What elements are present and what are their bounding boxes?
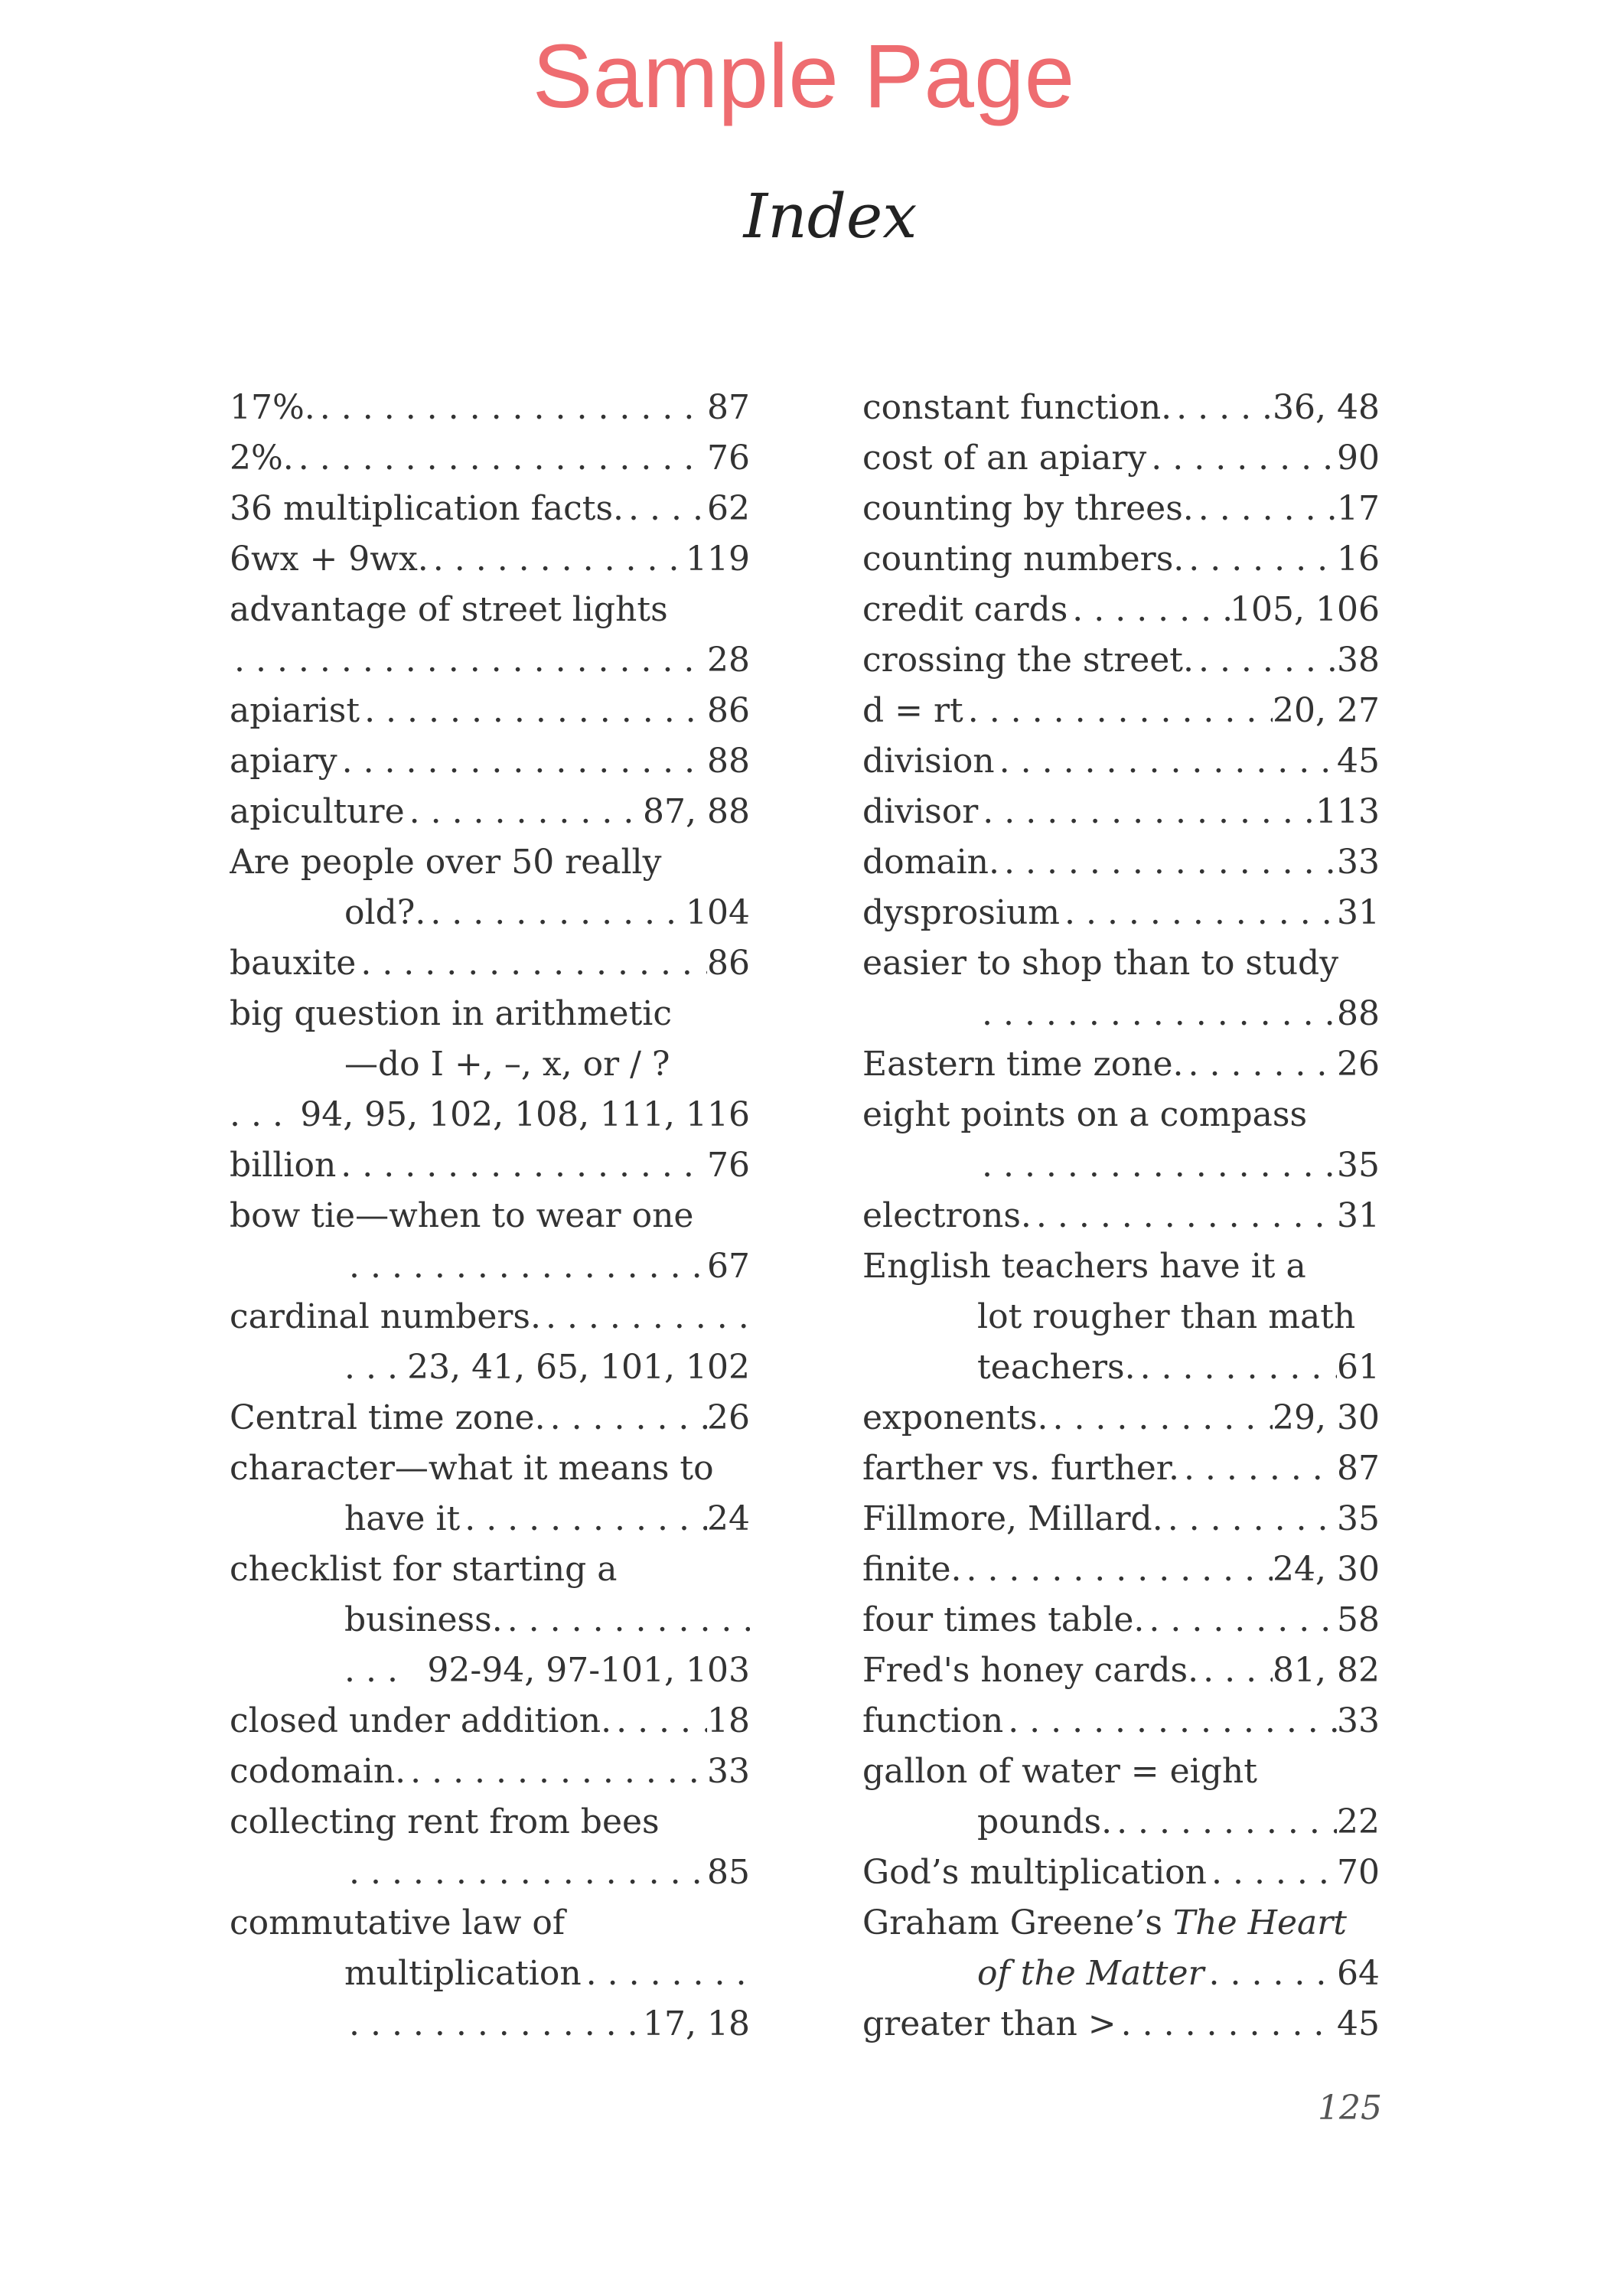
index-entry-pages: 33 — [707, 1752, 750, 1791]
index-entry-pages: 104 — [686, 893, 750, 932]
dot-leader — [503, 1595, 750, 1645]
index-entry-line — [862, 1090, 1380, 1140]
index-entry — [230, 1696, 750, 1746]
index-entry — [230, 686, 750, 736]
index-entry-text: old?. — [344, 893, 426, 932]
index-entry-line — [862, 1494, 1380, 1544]
index-entry-text: bauxite — [230, 944, 357, 983]
index-entry-text: advantage of street lights — [230, 590, 668, 629]
index-entry-line — [862, 787, 1380, 837]
index-entry — [230, 989, 750, 1140]
index-entry-text: God’s multiplication — [862, 1853, 1208, 1892]
index-entry-text: business. — [344, 1600, 503, 1639]
dot-leader — [1112, 1797, 1337, 1848]
index-entry-text: . . . — [344, 1348, 398, 1387]
index-entry — [862, 1039, 1380, 1090]
index-entry-line — [862, 484, 1380, 534]
dot-leader — [405, 787, 643, 837]
index-entry-text: apiculture — [230, 792, 405, 831]
index-entry-text: Graham Greene’s The Heart — [862, 1903, 1347, 1942]
index-entry-line — [230, 1393, 750, 1443]
index-entry-text: multiplication — [344, 1954, 582, 1993]
dot-leader — [978, 787, 1315, 837]
index-entry — [230, 1746, 750, 1797]
index-entry-pages: 76 — [707, 1146, 750, 1185]
dot-leader — [582, 1949, 750, 1999]
dot-leader — [1163, 1494, 1337, 1544]
index-entry-pages: 86 — [707, 691, 750, 730]
index-entry — [862, 1241, 1380, 1393]
index-entry — [862, 484, 1380, 534]
dot-leader — [1146, 433, 1337, 484]
index-entry-line — [862, 989, 1380, 1039]
dot-leader — [406, 1746, 707, 1797]
index-entry-text: division — [862, 742, 995, 781]
index-entry-pages: 76 — [707, 439, 750, 478]
dot-leader — [999, 837, 1337, 888]
index-entry-line — [230, 585, 750, 635]
index-entry-text: Central time zone. — [230, 1398, 546, 1437]
index-entry — [862, 1645, 1380, 1696]
dot-leader — [1048, 1393, 1273, 1443]
index-entry-text: 6wx + 9wx. — [230, 540, 429, 579]
index-entry-text: Fred's honey cards. — [862, 1651, 1199, 1690]
index-entry-text: gallon of water = eight — [862, 1752, 1257, 1791]
index-entry-text: cost of an apiary — [862, 439, 1147, 478]
index-entry — [862, 1696, 1380, 1746]
index-entry — [230, 1191, 750, 1292]
index-entry-line — [230, 787, 750, 837]
index-entry-line — [230, 1797, 750, 1848]
index-entry-line — [230, 1696, 750, 1746]
index-entry-text: counting numbers. — [862, 540, 1185, 579]
index-entry-pages: 86 — [707, 944, 750, 983]
index-entry-line — [230, 1140, 750, 1191]
dot-leader — [977, 989, 1337, 1039]
index-entry-line — [862, 585, 1380, 635]
dot-leader — [356, 938, 707, 989]
index-entry-pages: 29, 30 — [1273, 1398, 1380, 1437]
index-entry-text: Fillmore, Millard. — [862, 1499, 1163, 1538]
index-entry-pages: 58 — [1337, 1600, 1380, 1639]
page-number: 125 — [1318, 2089, 1382, 2128]
index-entry-line — [230, 1746, 750, 1797]
index-entry-text: farther vs. further. — [862, 1449, 1179, 1488]
dot-leader — [1032, 1191, 1337, 1241]
index-entry — [862, 1898, 1380, 1999]
index-entry-pages: 33 — [1337, 1701, 1380, 1740]
index-entry-pages: 38 — [1337, 641, 1380, 680]
index-entry — [230, 534, 750, 585]
index-entry-pages: 119 — [686, 540, 750, 579]
index-entry-text: apiary — [230, 742, 337, 781]
index-entry-text: easier to shop than to study — [862, 944, 1339, 983]
index-entry-line — [862, 1999, 1380, 2050]
dot-leader — [1184, 1039, 1337, 1090]
index-entry — [862, 787, 1380, 837]
index-entry-text: big question in arithmetic — [230, 994, 672, 1033]
index-entry-line — [230, 534, 750, 585]
index-entry-text: function — [862, 1701, 1004, 1740]
index-entry-line — [862, 888, 1380, 938]
index-entry-line — [230, 837, 750, 888]
index-entry — [862, 383, 1380, 433]
index-entry-line — [862, 534, 1380, 585]
index-entry-pages: 87 — [1337, 1449, 1380, 1488]
index-entry — [230, 787, 750, 837]
index-entry — [862, 1090, 1380, 1191]
dot-leader — [460, 1494, 707, 1544]
index-entry-line — [230, 1848, 750, 1898]
index-entry-text: divisor — [862, 792, 979, 831]
index-entry-line — [862, 1191, 1380, 1241]
index-entry-text: —do I +, –, x, or / ? — [344, 1045, 670, 1084]
dot-leader — [1194, 635, 1337, 686]
index-entry-text: closed under addition. — [230, 1701, 612, 1740]
dot-leader — [1144, 1595, 1337, 1645]
index-entry-pages: 45 — [1337, 2004, 1380, 2043]
index-entry-text: four times table. — [862, 1600, 1145, 1639]
index-entry-pages: 70 — [1337, 1853, 1380, 1892]
index-entry-text: finite. — [862, 1550, 962, 1589]
index-entry-pages: 23, 41, 65, 101, 102 — [407, 1348, 750, 1387]
dot-leader — [360, 686, 707, 736]
index-column-right — [862, 383, 1380, 2050]
index-entry — [862, 1848, 1380, 1898]
index-entry-line — [230, 1595, 750, 1645]
index-entry-text: Are people over 50 really — [230, 843, 662, 882]
index-entry-pages: 62 — [707, 489, 750, 528]
index-entry-line — [230, 1443, 750, 1494]
index-entry — [230, 1140, 750, 1191]
index-entry-text: exponents. — [862, 1398, 1048, 1437]
dot-leader — [541, 1292, 750, 1342]
dot-leader — [1184, 534, 1337, 585]
dot-leader — [1198, 1645, 1273, 1696]
index-entry-line — [862, 1949, 1380, 1999]
dot-leader — [1068, 585, 1230, 635]
dot-leader — [336, 1140, 707, 1191]
index-entry — [862, 736, 1380, 787]
index-entry-line — [862, 1595, 1380, 1645]
index-entry-line — [862, 1039, 1380, 1090]
dot-leader — [294, 433, 707, 484]
index-entry-text: dysprosium — [862, 893, 1061, 932]
dot-leader — [315, 383, 707, 433]
index-entry — [862, 1191, 1380, 1241]
index-entry-text: billion — [230, 1146, 337, 1185]
index-entry-line — [230, 1191, 750, 1241]
index-entry-line — [230, 1090, 750, 1140]
index-entry-text: counting by threes. — [862, 489, 1194, 528]
index-entry-text: 36 multiplication facts. — [230, 489, 624, 528]
index-entry-text: crossing the street. — [862, 641, 1194, 680]
index-entry-pages: 85 — [707, 1853, 750, 1892]
index-entry-line — [862, 938, 1380, 989]
index-entry-line — [230, 1544, 750, 1595]
index-entry-line — [230, 635, 750, 686]
index-entry-pages: 113 — [1315, 792, 1380, 831]
index-entry-line — [230, 1898, 750, 1949]
index-entry — [862, 433, 1380, 484]
index-entry-pages: 31 — [1337, 1196, 1380, 1235]
index-entry — [862, 1595, 1380, 1645]
index-entry-line — [230, 1241, 750, 1292]
index-entry-line — [230, 686, 750, 736]
index-entry-text: . . . — [344, 1651, 398, 1690]
index-entry-line — [862, 686, 1380, 736]
index-entry-pages: 22 — [1337, 1802, 1380, 1841]
index-entry-line — [230, 1645, 750, 1696]
index-entry-line — [230, 484, 750, 534]
index-entry — [862, 837, 1380, 888]
index-entry-line — [230, 989, 750, 1039]
dot-leader — [1179, 1443, 1337, 1494]
index-entry-pages: 18 — [707, 1701, 750, 1740]
dot-leader — [1172, 383, 1273, 433]
index-entry — [862, 888, 1380, 938]
index-entry-pages: 17, 18 — [643, 2004, 750, 2043]
index-entry-line — [230, 1292, 750, 1342]
index-entry — [230, 585, 750, 686]
index-entry-text: teachers. — [977, 1348, 1136, 1387]
dot-leader — [1204, 1949, 1337, 1999]
index-entry-line — [230, 1342, 750, 1393]
index-entry-line — [862, 383, 1380, 433]
index-entry-pages: 87 — [707, 388, 750, 427]
index-entry-pages: 90 — [1337, 439, 1380, 478]
index-entry-text: greater than > — [862, 2004, 1116, 2043]
dot-leader — [1003, 1696, 1337, 1746]
index-title: Index — [743, 181, 918, 252]
index-entry — [230, 1797, 750, 1898]
index-entry-text: character—what it means to — [230, 1449, 714, 1488]
index-entry-line — [862, 1696, 1380, 1746]
index-entry-pages: 26 — [707, 1398, 750, 1437]
index-entry-pages: 31 — [1337, 893, 1380, 932]
index-entry-pages: 92-94, 97-101, 103 — [427, 1651, 750, 1690]
index-entry-line — [862, 1443, 1380, 1494]
index-entry-text: have it — [344, 1499, 461, 1538]
index-entry — [230, 383, 750, 433]
index-entry — [230, 1393, 750, 1443]
index-entry-pages: 33 — [1337, 843, 1380, 882]
index-column-left — [230, 383, 750, 2050]
index-entry-text: English teachers have it a — [862, 1247, 1306, 1286]
index-entry-text: commutative law of — [230, 1903, 566, 1942]
index-entry — [862, 1999, 1380, 2050]
index-entry — [862, 686, 1380, 736]
index-entry-line — [862, 433, 1380, 484]
index-entry-text: . . . — [230, 1095, 283, 1134]
index-entry-text: lot rougher than math — [977, 1297, 1356, 1336]
index-entry-line — [230, 736, 750, 787]
dot-leader — [230, 635, 707, 686]
index-entry-line — [862, 837, 1380, 888]
index-entry-line — [230, 1999, 750, 2050]
index-entry — [862, 1443, 1380, 1494]
index-entry-text: domain. — [862, 843, 1000, 882]
dot-leader — [963, 686, 1273, 736]
index-entry-line — [862, 1848, 1380, 1898]
index-entry-pages: 28 — [707, 641, 750, 680]
dot-leader — [344, 1999, 643, 2050]
index-entry-line — [862, 1292, 1380, 1342]
index-entry-line — [862, 1645, 1380, 1696]
index-entry — [862, 1494, 1380, 1544]
index-entry-line — [862, 1746, 1380, 1797]
index-entry-pages: 24, 30 — [1273, 1550, 1380, 1589]
dot-leader — [611, 1696, 707, 1746]
dot-leader — [344, 1241, 707, 1292]
index-entry-text: bow tie—when to wear one — [230, 1196, 694, 1235]
dot-leader — [1060, 888, 1337, 938]
index-entry-pages: 35 — [1337, 1499, 1380, 1538]
index-entry-line — [862, 1544, 1380, 1595]
dot-leader — [624, 484, 707, 534]
index-entry-text: credit cards — [862, 590, 1068, 629]
dot-leader — [1194, 484, 1337, 534]
index-entry-text: constant function. — [862, 388, 1172, 427]
index-entry-line — [862, 1797, 1380, 1848]
index-entry-line — [862, 1898, 1380, 1949]
dot-leader — [1136, 1342, 1337, 1393]
index-entry-text: pounds. — [977, 1802, 1113, 1841]
dot-leader — [337, 736, 707, 787]
index-entry-pages: 35 — [1337, 1146, 1380, 1185]
index-entry — [230, 1443, 750, 1544]
index-entry-pages: 16 — [1337, 540, 1380, 579]
index-entry-line — [230, 888, 750, 938]
index-entry — [230, 1898, 750, 2050]
index-entry-text: of the Matter — [977, 1954, 1204, 1993]
index-entry-text: electrons. — [862, 1196, 1032, 1235]
dot-leader — [977, 1140, 1337, 1191]
index-entry-text: cardinal numbers. — [230, 1297, 541, 1336]
index-entry-pages: 105, 106 — [1230, 590, 1380, 629]
index-entry-line — [230, 433, 750, 484]
index-entry — [862, 1544, 1380, 1595]
index-entry — [862, 1746, 1380, 1848]
index-entry-pages: 24 — [707, 1499, 750, 1538]
index-entry-pages: 88 — [707, 742, 750, 781]
index-entry — [230, 736, 750, 787]
index-entry-pages: 67 — [707, 1247, 750, 1286]
index-entry-text: checklist for starting a — [230, 1550, 618, 1589]
index-entry — [230, 1292, 750, 1393]
index-entry-pages: 87, 88 — [643, 792, 750, 831]
index-entry-text: d = rt — [862, 691, 963, 730]
index-entry-pages: 64 — [1337, 1954, 1380, 1993]
index-entry-line — [862, 1342, 1380, 1393]
dot-leader — [344, 1848, 707, 1898]
dot-leader — [961, 1544, 1273, 1595]
index-entry-line — [862, 1241, 1380, 1292]
index-entry — [862, 938, 1380, 1039]
dot-leader — [1207, 1848, 1337, 1898]
index-entry — [862, 635, 1380, 686]
index-entry-text: collecting rent from bees — [230, 1802, 660, 1841]
index-entry-line — [862, 736, 1380, 787]
index-entry-pages: 61 — [1337, 1348, 1380, 1387]
sample-page-watermark: Sample Page — [532, 26, 1075, 127]
index-entry-text: 2%. — [230, 439, 294, 478]
index-entry-pages: 81, 82 — [1273, 1651, 1380, 1690]
index-entry-pages: 26 — [1337, 1045, 1380, 1084]
dot-leader — [425, 888, 686, 938]
index-entry-pages: 94, 95, 102, 108, 111, 116 — [300, 1095, 750, 1134]
index-entry-line — [862, 1393, 1380, 1443]
index-entry-line — [862, 635, 1380, 686]
index-entry-text: eight points on a compass — [862, 1095, 1308, 1134]
index-entry-pages: 88 — [1337, 994, 1380, 1033]
index-entry-text: Eastern time zone. — [862, 1045, 1184, 1084]
index-entry-pages: 20, 27 — [1273, 691, 1380, 730]
index-entry — [862, 585, 1380, 635]
index-entry-line — [230, 1039, 750, 1090]
index-entry — [230, 433, 750, 484]
index-entry — [230, 938, 750, 989]
index-entry-text: 17%. — [230, 388, 315, 427]
dot-leader — [995, 736, 1337, 787]
index-entry — [862, 1393, 1380, 1443]
index-entry-pages: 45 — [1337, 742, 1380, 781]
index-entry — [230, 837, 750, 938]
dot-leader — [429, 534, 686, 585]
index-entry — [862, 534, 1380, 585]
index-entry-text: apiarist — [230, 691, 360, 730]
index-entry-line — [230, 1949, 750, 1999]
index-entry-pages: 36, 48 — [1273, 388, 1380, 427]
index-entry-line — [230, 938, 750, 989]
index-entry — [230, 1544, 750, 1696]
index-entry-line — [230, 383, 750, 433]
index-entry-line — [230, 1494, 750, 1544]
index-entry-text: codomain. — [230, 1752, 406, 1791]
dot-leader — [1116, 1999, 1337, 2050]
index-entry — [230, 484, 750, 534]
index-entry-pages: 17 — [1337, 489, 1380, 528]
index-entry-line — [862, 1140, 1380, 1191]
dot-leader — [546, 1393, 707, 1443]
